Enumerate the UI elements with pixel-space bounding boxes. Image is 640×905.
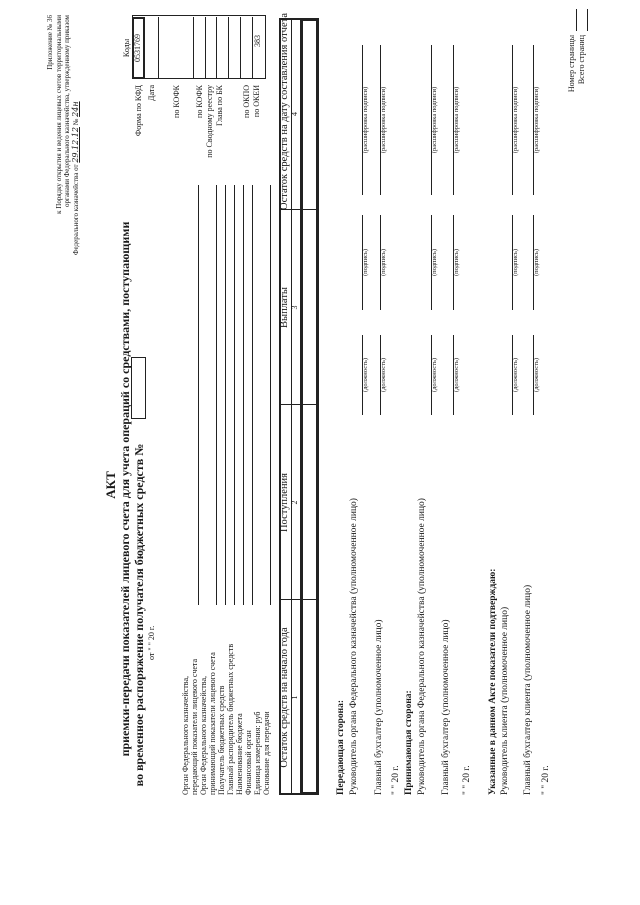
- field-label: Орган Федерального казначейства,: [181, 675, 190, 795]
- table-data-row: [300, 18, 319, 795]
- client-date-line: " " 20 г.: [541, 765, 551, 795]
- table-col-number: 4: [290, 112, 299, 116]
- table-header-cell: Поступления: [279, 472, 290, 533]
- codes-okei: по ОКЕИ: [252, 85, 261, 118]
- field-line: [252, 185, 253, 605]
- caption-position: (должность): [533, 357, 540, 393]
- field-line: [243, 185, 244, 605]
- caption-position: (должность): [512, 357, 519, 393]
- field-label: Основание для передачи: [262, 711, 271, 795]
- field-line: [198, 185, 199, 605]
- field-label: Орган Федерального казначейства,: [199, 675, 208, 795]
- act-title-line2: во временное распоряжение получателя бюджетных средств №: [132, 443, 146, 787]
- client-head-label: Руководитель клиента (уполномоченное лицо): [500, 606, 510, 795]
- field-label: Главный распорядитель бюджетных средств: [226, 643, 235, 795]
- codes-row-line: [158, 17, 159, 79]
- annex-line2: к Порядку открытия и ведения лицевых счетов территориальными: [55, 15, 63, 214]
- annex-no: 24н: [71, 101, 80, 117]
- caption-position: (должность): [362, 357, 369, 393]
- codes-row-line: [240, 17, 241, 79]
- page-total-line: [587, 9, 588, 31]
- codes-glava: Глава по БК: [215, 85, 224, 126]
- receive-date-line: " " 20 г.: [462, 765, 472, 795]
- annex-line4: [71, 101, 80, 255]
- caption-decode: (расшифровка подписи): [533, 86, 540, 154]
- transfer-chief-acc-label: Главный бухгалтер (уполномоченное лицо): [374, 619, 384, 795]
- field-line: [234, 185, 235, 605]
- codes-kofk2: по КОФК: [195, 85, 204, 118]
- field-label: Наименование бюджета: [235, 713, 244, 795]
- field-line: [270, 185, 271, 605]
- table-col-number: 1: [290, 695, 299, 700]
- codes-header: Коды: [122, 38, 131, 58]
- field-label: Финансовый орган: [244, 730, 253, 795]
- receive-side-heading: Принимающая сторона:: [404, 690, 414, 795]
- transfer-side-heading: Передающая сторона:: [336, 699, 346, 795]
- caption-decode: (расшифровка подписи): [380, 86, 387, 154]
- act-number-box: [131, 357, 146, 419]
- codes-okei-code: 383: [253, 35, 262, 47]
- page-number-label: Номер страницы: [567, 35, 576, 93]
- caption-position: (должность): [431, 357, 438, 393]
- codes-row-line: [216, 17, 217, 79]
- codes-okpo: по ОКПО: [242, 85, 251, 118]
- codes-row-line: [228, 17, 229, 79]
- caption-position: (должность): [380, 357, 387, 393]
- codes-table: [132, 15, 266, 79]
- codes-date-label: Дата: [147, 85, 156, 101]
- table-col-number: 2: [290, 500, 299, 505]
- caption-decode: (расшифровка подписи): [362, 86, 369, 154]
- annex-no-label: №: [72, 118, 80, 126]
- caption-signature: (подпись): [512, 249, 519, 276]
- codes-form-code: 0531769: [133, 34, 142, 62]
- transfer-head-label: Руководитель органа Федерального казначейства (уполномоченное лицо): [349, 498, 359, 795]
- receive-chief-acc-label: Главный бухгалтер (уполномоченное лицо): [441, 619, 451, 795]
- page-number-line: [576, 9, 577, 31]
- field-label: Получатель бюджетных средств: [217, 685, 226, 795]
- table-header-cell: Выплаты: [279, 287, 290, 328]
- caption-signature: (подпись): [431, 249, 438, 276]
- caption-decode: (расшифровка подписи): [431, 86, 438, 154]
- caption-decode: (расшифровка подписи): [453, 86, 460, 154]
- receive-head-label: Руководитель органа Федерального казначейства (уполномоченное лицо): [417, 498, 427, 795]
- caption-signature: (подпись): [362, 249, 369, 276]
- caption-position: (должность): [453, 357, 460, 393]
- codes-form-label: Форма по КФД: [134, 85, 143, 137]
- table-header-cell: Остаток средств на начало года: [279, 627, 290, 768]
- table-col-number: 3: [290, 305, 299, 310]
- transfer-date-line: " " 20 г.: [391, 765, 401, 795]
- codes-row-line: [193, 17, 194, 79]
- annex-line4-text: Федерального казначейства от: [72, 164, 80, 255]
- annex-date: 29.12.12: [71, 127, 80, 163]
- caption-signature: (подпись): [380, 249, 387, 276]
- caption-signature: (подпись): [533, 249, 540, 276]
- act-date-line: от " " 20 г.: [147, 625, 156, 660]
- act-title: АКТ: [103, 471, 118, 499]
- field-label: передающий показатели лицевого счета: [190, 658, 199, 795]
- caption-signature: (подпись): [453, 249, 460, 276]
- field-line: [225, 185, 226, 605]
- codes-kofk1: по КОФК: [172, 85, 181, 118]
- client-acc-label: Главный бухгалтер клиента (уполномоченное лицо): [523, 584, 533, 795]
- field-line: [216, 185, 217, 605]
- page-total-label: Всего страниц: [577, 35, 586, 85]
- annex-line1: Приложение № 36: [46, 15, 54, 70]
- caption-decode: (расшифровка подписи): [512, 86, 519, 154]
- codes-row-line: [205, 17, 206, 79]
- field-label: принимающий показатели лицевого счета: [208, 652, 217, 795]
- table-header-cell: Остаток средств на дату составления отчета: [279, 13, 290, 210]
- field-label: Единица измерения: руб: [253, 711, 262, 795]
- act-title-line1: приемки-передачи показателей лицевого счета для учета операций со средствами, поступающими: [118, 221, 132, 757]
- codes-svodny: по Сводному реестру: [205, 85, 214, 158]
- confirm-heading: Указанные в данном Акте показатели подтверждаю:: [488, 568, 498, 795]
- annex-line3: органами Федерального казначейства, утвержденному приказом: [63, 15, 71, 208]
